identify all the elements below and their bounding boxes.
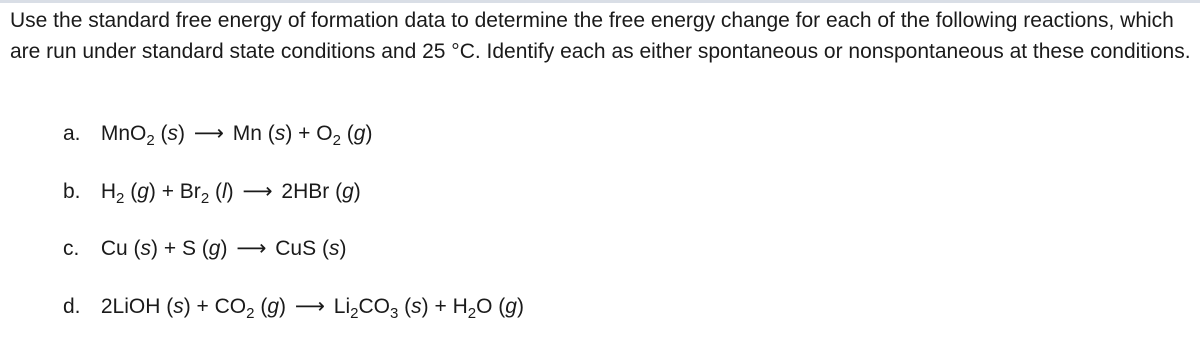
reaction-marker: d.	[63, 289, 95, 325]
reaction-item-b	[63, 174, 524, 232]
equation-text: 2LiOH (	[101, 295, 173, 318]
subscript: 2	[468, 305, 476, 322]
subscript: 2	[333, 132, 341, 149]
reaction-arrow-icon: ⟶	[191, 122, 227, 145]
equation-text: (	[398, 295, 411, 318]
equation-text: CuS (	[269, 237, 329, 260]
reaction-item-a	[63, 116, 524, 174]
phase-label: g	[137, 180, 149, 203]
reaction-item-c	[63, 231, 524, 289]
equation-text: (	[254, 295, 267, 318]
reaction-equation	[101, 237, 347, 260]
phase-label: g	[209, 237, 221, 260]
phase-label: s	[168, 122, 179, 145]
reaction-item-d	[63, 289, 524, 346]
reaction-marker: a.	[63, 116, 95, 152]
subscript: 2	[146, 132, 154, 149]
equation-text: ) + S (	[151, 237, 209, 260]
phase-label: s	[275, 122, 286, 145]
equation-text: )	[354, 180, 361, 203]
reaction-equation	[101, 122, 373, 145]
reaction-equation	[101, 180, 361, 203]
reaction-arrow-icon: ⟶	[292, 295, 328, 318]
subscript: 2	[201, 190, 209, 207]
equation-text: (	[155, 122, 168, 145]
phase-label: g	[267, 295, 279, 318]
reaction-arrow-icon: ⟶	[239, 180, 275, 203]
equation-text: )	[220, 237, 233, 260]
equation-text: CO	[358, 295, 390, 318]
equation-text: MnO	[101, 122, 147, 145]
equation-text: )	[279, 295, 292, 318]
equation-text: H	[101, 180, 116, 203]
equation-text: O (	[476, 295, 505, 318]
question-text: Use the standard free energy of formation data to determine the free energy change for each of the following reactions, which are run under standard state conditions and 25 °C. Identify each as either spontaneous or nonspontaneous at these conditions.	[10, 5, 1195, 67]
reaction-list	[63, 116, 524, 346]
equation-text: (	[209, 180, 222, 203]
phase-label: g	[342, 180, 354, 203]
equation-text: )	[339, 237, 346, 260]
equation-text: )	[227, 180, 240, 203]
subscript: 3	[390, 305, 398, 322]
equation-text: (	[124, 180, 137, 203]
equation-text: ) + CO	[184, 295, 246, 318]
reaction-marker: b.	[63, 174, 95, 210]
equation-text: Li	[328, 295, 350, 318]
equation-text: Mn (	[227, 122, 275, 145]
top-border	[0, 0, 1200, 3]
phase-label: l	[222, 180, 227, 203]
equation-text: )	[178, 122, 191, 145]
phase-label: g	[354, 122, 366, 145]
equation-text: )	[365, 122, 372, 145]
subscript: 2	[116, 190, 124, 207]
equation-text: ) + H	[422, 295, 468, 318]
phase-label: s	[141, 237, 152, 260]
reaction-arrow-icon: ⟶	[233, 237, 269, 260]
subscript: 2	[246, 305, 254, 322]
reaction-marker: c.	[63, 231, 95, 267]
phase-label: s	[173, 295, 184, 318]
equation-text: (	[341, 122, 354, 145]
phase-label: g	[505, 295, 517, 318]
reaction-equation	[101, 295, 524, 318]
subscript: 2	[350, 305, 358, 322]
phase-label: s	[411, 295, 422, 318]
phase-label: s	[329, 237, 340, 260]
equation-text: ) + O	[285, 122, 332, 145]
equation-text: )	[517, 295, 524, 318]
equation-text: 2HBr (	[276, 180, 343, 203]
equation-text: Cu (	[101, 237, 141, 260]
equation-text: ) + Br	[149, 180, 201, 203]
